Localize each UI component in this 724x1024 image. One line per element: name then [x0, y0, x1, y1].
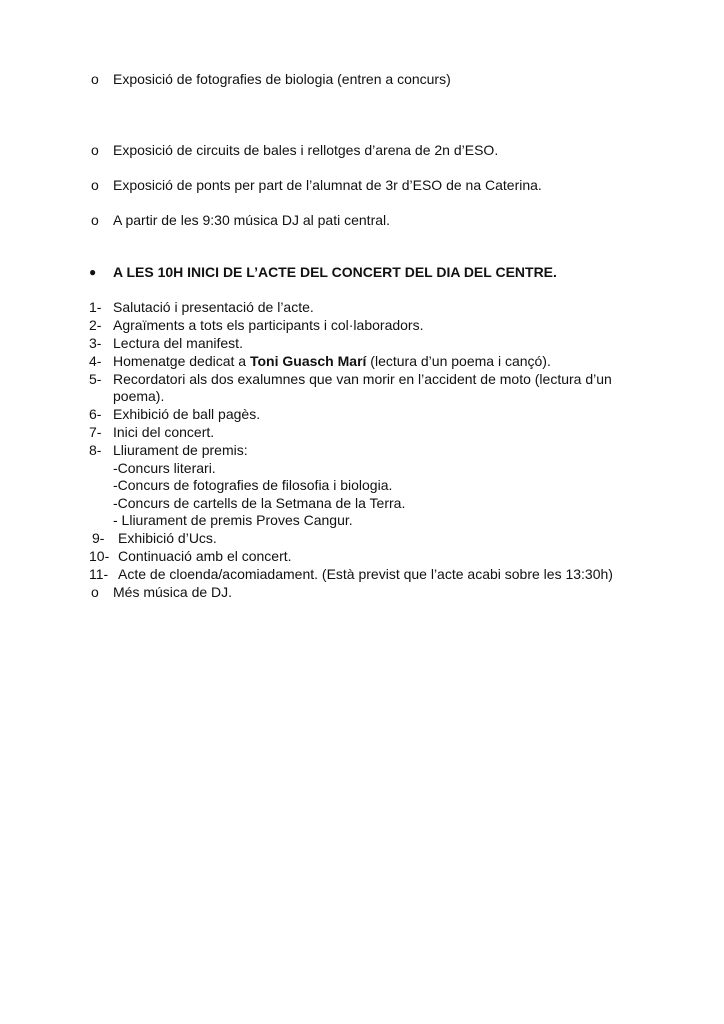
- list-number: 10-: [89, 548, 110, 564]
- list-marker: o: [91, 584, 99, 600]
- program-item-text: Continuació amb el concert.: [118, 548, 292, 564]
- list-marker: o: [91, 212, 99, 228]
- list-item-text: Exposició de circuits de bales i rellotges d’arena de 2n d’ESO.: [113, 142, 499, 158]
- list-item-text: A partir de les 9:30 música DJ al pati central.: [113, 212, 391, 228]
- program-item-text: Salutació i presentació de l’acte.: [113, 299, 314, 315]
- prize-item: -Concurs de fotografies de filosofia i biologia.: [113, 477, 393, 493]
- list-number: 4-: [89, 353, 102, 369]
- program-item-text: Lectura del manifest.: [113, 335, 243, 351]
- program-item-text-post: (lectura d’un poema i cançó).: [366, 353, 551, 369]
- program-item-text: Exhibició de ball pagès.: [113, 406, 261, 422]
- list-number: 6-: [89, 406, 102, 422]
- program-item-text: Lliurament de premis:: [113, 442, 248, 458]
- honoree-name: Toni Guasch Marí: [249, 353, 367, 369]
- list-item-text: Exposició de ponts per part de l’alumnat de 3r d’ESO de na Caterina.: [113, 177, 542, 193]
- list-number: 3-: [89, 335, 102, 351]
- prize-item: -Concurs de cartells de la Setmana de la Terra.: [113, 495, 406, 511]
- prize-item: -Concurs literari.: [113, 460, 216, 476]
- list-marker: o: [91, 71, 99, 87]
- section-heading: A LES 10H INICI DE L’ACTE DEL CONCERT DEL DIA DEL CENTRE.: [113, 264, 557, 280]
- program-item-text: Agraïments a tots els participants i col·laboradors.: [113, 317, 424, 333]
- list-item-text: Exposició de fotografies de biologia (entren a concurs): [113, 71, 451, 87]
- program-item-text-continuation: poema).: [113, 388, 165, 404]
- program-item-text: Recordatori als dos exalumnes que van morir en l’accident de moto (lectura d’un: [113, 371, 612, 387]
- list-number: 8-: [89, 442, 102, 458]
- list-number: 9-: [92, 530, 105, 546]
- list-number: 11-: [89, 566, 109, 582]
- program-item-text: Acte de cloenda/acomiadament. (Està previst que l’acte acabi sobre les 13:30h): [118, 566, 613, 582]
- program-item-text: Exhibició d’Ucs.: [118, 530, 217, 546]
- list-number: 5-: [89, 371, 102, 387]
- list-marker: o: [91, 142, 99, 158]
- prize-item: - Lliurament de premis Proves Cangur.: [113, 512, 353, 528]
- heading-bullet: ●: [89, 265, 97, 279]
- list-item-text: Més música de DJ.: [113, 584, 233, 600]
- program-item-text-pre: Homenatge dedicat a: [113, 353, 250, 369]
- list-number: 7-: [89, 424, 102, 440]
- list-marker: o: [91, 177, 99, 193]
- list-number: 2-: [89, 317, 102, 333]
- program-item-text: [113, 352, 551, 370]
- program-item-text: Inici del concert.: [113, 424, 215, 440]
- list-number: 1-: [89, 299, 102, 315]
